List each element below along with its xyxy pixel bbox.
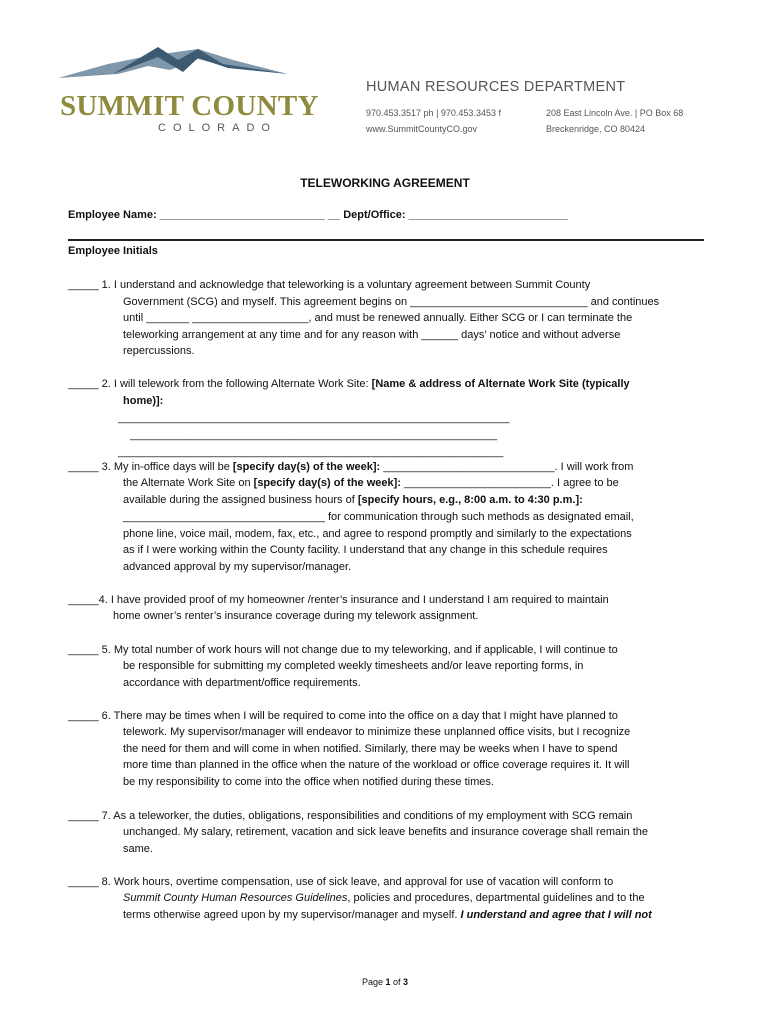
item-7-line-1: _____ 7. As a teleworker, the duties, obligations, responsibilities and conditions of my employment with SCG remain (68, 810, 633, 822)
footer-page-number: 1 (385, 977, 391, 987)
item-3-line-3 (123, 493, 583, 507)
phone-fax: 970.453.3517 ph | 970.453.3453 f (366, 108, 501, 118)
item-5-line-3: accordance with department/office requirements. (123, 677, 361, 689)
item-3-text-b2: ________________________. I agree to be (400, 477, 619, 489)
item-2-line-2: home)]: (123, 395, 164, 407)
item-3-text-a: _____ 3. My in-office days will be (68, 461, 233, 473)
item-8-bold-italic: I understand and agree that I will not (460, 909, 652, 921)
item-3-bold-a: [specify day(s) of the week]: (232, 461, 381, 473)
item-2-blank-2[interactable]: ____________________________________________________________ (130, 429, 498, 441)
footer-of-label: of (390, 977, 404, 987)
footer-page-label: Page (361, 977, 386, 987)
item-5-line-2: be responsible for submitting my completed weekly timesheets and/or leave reporting forms, in (123, 660, 584, 672)
item-8-text-c: terms otherwise agreed upon by my supervisor/manager and myself. (123, 909, 461, 921)
item-6-line-4: more time than planned in the office when the nature of the workload or office coverage requires it. It will (123, 759, 630, 771)
item-2-blank-3[interactable]: _______________________________________________________________ (118, 446, 504, 458)
item-2-text: _____ 2. I will telework from the following Alternate Work Site: (68, 378, 372, 390)
employee-dept-line (68, 208, 568, 222)
item-3-line-2 (123, 476, 619, 490)
website-link[interactable]: www.SummitCountyCO.gov (366, 124, 478, 134)
document-title: TELEWORKING AGREEMENT (300, 176, 470, 190)
item-6-line-3: the need for them and will come in when notified. Similarly, there may be weeks when I have to spend (123, 743, 618, 755)
item-6-line-1: _____ 6. There may be times when I will be required to come into the office on a day that I might have planned to (68, 710, 618, 722)
logo-org-name: SUMMIT COUNTY (60, 90, 319, 122)
item-3-line-1 (68, 460, 633, 474)
dept-field[interactable]: __________________________ (408, 209, 568, 221)
employee-name-label: Employee Name: (68, 209, 160, 221)
item-3-line-5: phone line, voice mail, modem, fax, etc., and agree to respond promptly and similarly to the expectations (123, 528, 632, 540)
mountain-logo-icon (58, 44, 288, 94)
dept-label: Dept/Office: (340, 209, 409, 221)
item-1-line-1: _____ 1. I understand and acknowledge that teleworking is a voluntary agreement between Summit County (68, 279, 591, 291)
item-4-line-2: home owner’s renter’s insurance coverage during my telework assignment. (113, 610, 479, 622)
item-8-line-2 (123, 891, 645, 905)
address-line-1: 208 East Lincoln Ave. | PO Box 68 (546, 108, 684, 118)
item-8-line-3 (123, 908, 652, 922)
employee-name-field[interactable]: ___________________________ __ (159, 209, 341, 221)
item-3-line-4: _________________________________ for communication through such methods as designated email, (123, 511, 634, 523)
department-title: HUMAN RESOURCES DEPARTMENT (366, 79, 626, 95)
item-3-bold-b: [specify day(s) of the week]: (253, 477, 401, 489)
item-2-blank-1[interactable]: ________________________________________________________________ (118, 412, 510, 424)
item-3-bold-c: [specify hours, e.g., 8:00 a.m. to 4:30 p.m.]: (357, 494, 583, 506)
item-3-text-a2: ____________________________. I will work from (380, 461, 634, 473)
footer-page-total: 3 (403, 977, 409, 987)
item-7-line-3: same. (123, 843, 153, 855)
item-3-text-b: the Alternate Work Site on (123, 477, 254, 489)
item-1-line-5: repercussions. (123, 345, 195, 357)
address-line-2: Breckenridge, CO 80424 (546, 124, 646, 134)
item-4-line-1: _____4. I have provided proof of my homeowner /renter’s insurance and I understand I am required to maintain (68, 594, 609, 606)
item-1-line-3: until _______ ___________________, and must be renewed annually. Either SCG or I can terminate the (123, 312, 633, 324)
item-6-line-2: telework. My supervisor/manager will endeavor to minimize these unplanned office visits, but I recognize (123, 726, 631, 738)
item-2-line-1 (68, 377, 630, 391)
item-7-line-2: unchanged. My salary, retirement, vacation and sick leave benefits and insurance coverage shall remain the (123, 826, 649, 838)
item-2-bold: [Name & address of Alternate Work Site (typically (371, 378, 630, 390)
item-3-line-6: as if I were working within the County facility. I understand that any change in this schedule requires (123, 544, 608, 556)
logo-org-state: COLORADO (158, 122, 277, 134)
item-3-text-c: available during the assigned business hours of (123, 494, 358, 506)
item-1-line-4: teleworking arrangement at any time and for any reason with ______ days’ notice and without adverse (123, 329, 621, 341)
item-8-italic: Summit County Human Resources Guidelines (123, 892, 348, 904)
page-footer (0, 977, 770, 987)
item-8-line-1: _____ 8. Work hours, overtime compensation, use of sick leave, and approval for use of vacation will conform to (68, 876, 614, 888)
summit-county-logo (58, 44, 319, 134)
initials-heading: Employee Initials (68, 245, 158, 257)
item-6-line-5: be my responsibility to come into the office when notified during these times. (123, 776, 494, 788)
item-3-line-7: advanced approval by my supervisor/manager. (123, 561, 352, 573)
item-1-line-2: Government (SCG) and myself. This agreement begins on _____________________________ and continues (123, 296, 660, 308)
section-divider (68, 239, 704, 241)
item-8-text-b: , policies and procedures, departmental guidelines and to the (347, 892, 645, 904)
item-5-line-1: _____ 5. My total number of work hours will not change due to my teleworking, and if applicable, I will continue to (68, 644, 618, 656)
